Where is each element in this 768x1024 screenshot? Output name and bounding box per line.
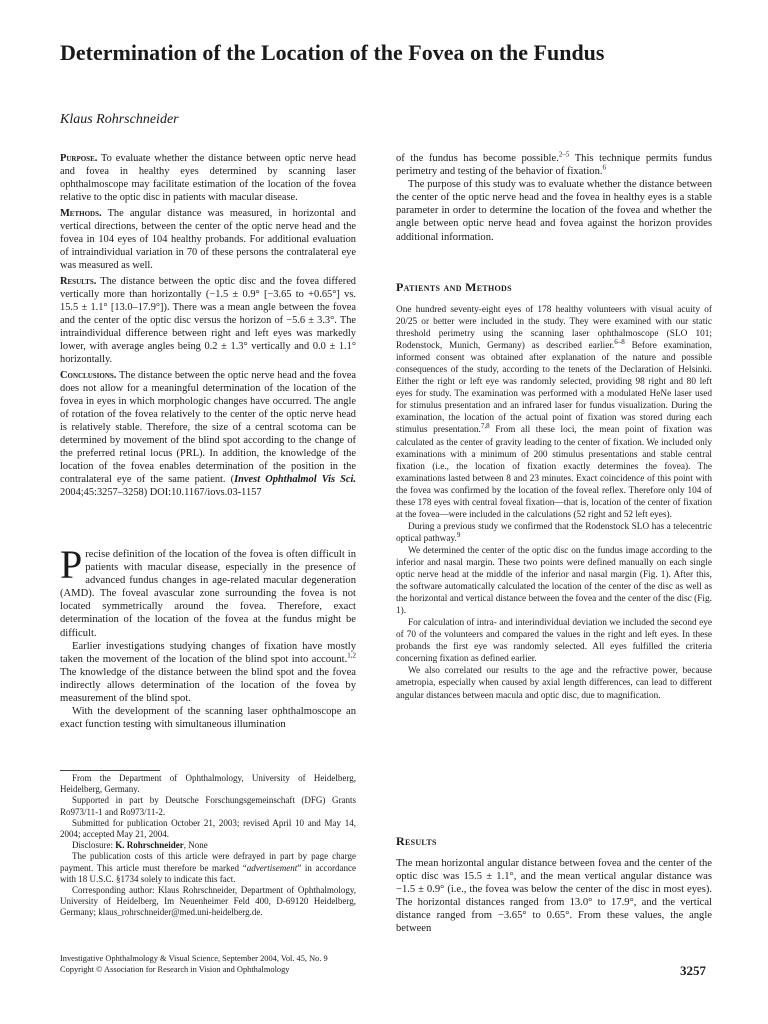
journal-line: Investigative Ophthalmology & Visual Science, September 2004, Vol. 45, No. 9	[60, 954, 328, 963]
footnote-author: K. Rohrschneider	[115, 840, 184, 851]
methods-paragraph: We also correlated our results to the age and the refractive power, because ametropia, especially when caused by axial length differences, can lead to different angular distances between macula and optic disc, due to magnification.	[396, 666, 712, 701]
author-name: Klaus Rohrschneider	[60, 112, 179, 127]
results-section	[396, 857, 712, 936]
abstract-text: The distance between the optic nerve head and the fovea does not allow for a meaningful determination of the location of the fovea in eyes in which morphologic changes have occurred. The angle of rotation of the fovea relatively to the center of the optic nerve head is relatively stable. Therefore, the size of a central scotoma can be determined by movement of the blind spot according to the change of the preferred retinal locus (PRL). In addition, the knowledge of the location of the fovea enables determination of the position in the contralateral eye of the same patient.	[60, 370, 356, 485]
article-title: Determination of the Location of the Fovea on the Fundus	[60, 40, 605, 65]
abstract-methods	[60, 207, 356, 272]
intro-paragraph	[60, 542, 356, 640]
section-heading-methods: Patients and Methods	[396, 280, 512, 294]
copyright-line: Copyright © Association for Research in Vision and Ophthalmology	[60, 965, 290, 974]
drop-cap: P	[60, 542, 83, 587]
intro-text: The knowledge of the distance between the blind spot and the fovea indirectly allows determination of the location of the fovea by measurement of the blind spot.	[60, 666, 356, 705]
purpose-paragraph: The purpose of this study was to evaluate whether the distance between the center of the optic nerve head and the fovea in healthy eyes is a stable parameter in order to determine the location of the fovea and whether the angle between optic nerve head and fovea against the horizon provides additional information.	[396, 179, 712, 243]
methods-paragraph: For calculation of intra- and interindividual deviation we included the second eye of 70 of the volunteers and compared the values in the right and left eyes. In these probands the first eye was randomly selected. All eyes fulfilled the criteria concerning fixation as defined earlier.	[396, 618, 712, 665]
page-number: 3257	[680, 963, 706, 978]
body-text: Before examination, informed consent was obtained after explanation of the nature and possible consequences of the study, according to the tenets of the Declaration of Helsinki. Either the right or left eye was randomly selected, providing 98 right and 80 left eyes for study. The examination was performed with a modulated HeNe laser used for stimulus presentation and an infrared laser for fundus visualization. During the examination, the location of the actual point of fixation was stored during each stimulus presentation.	[396, 341, 712, 436]
footnote-support: Supported in part by Deutsche Forschungsgemeinschaft (DFG) Grants Ro973/11-1 and Ro973/11-2.	[60, 795, 356, 817]
footnote-text: ” in accordance with 18 U.S.C. §1734 solely to indicate this fact.	[60, 862, 357, 884]
footnote-correspondence: Corresponding author: Klaus Rohrschneider, Department of Ophthalmology, University of Heidelberg, Im Neuenheimer Feld 400, D-69120 Heidelberg, Germany; klaus_rohrschneider@med.uni-heidelberg.de.	[60, 885, 356, 918]
reference-marker: 9	[456, 530, 461, 539]
footnote-emphasis: advertisement	[246, 862, 298, 873]
abstract-results	[60, 275, 356, 366]
abstract-label: Results.	[60, 276, 97, 287]
citation-journal: Invest Ophthalmol Vis Sci.	[234, 474, 356, 485]
methods-paragraph	[396, 304, 712, 521]
methods-paragraph: We determined the center of the optic disc on the fundus image according to the inferior and nasal margin. These two points were defined manually on each single optic nerve head at the middle of the inferior and nasal margin (Fig. 1). After this, the software automatically calculated the location of the center of the disc as well as the horizontal and vertical distance between the fovea and the center of the disc (Fig. 1).	[396, 545, 712, 617]
abstract-text: To evaluate whether the distance between optic nerve head and fovea in healthy eyes determined by scanning laser ophthalmoscope may facilitate estimation of the location of the fovea relative to the optic disc in patients with macular disease.	[60, 153, 356, 203]
body-text: From all these loci, the mean point of fixation was calculated as the center of gravity leading to the center of fixation. We included only examinations with a minimum of 200 stimulus presentations and stable central fixation (i.e., the location of fixation exactly determines the fovea). The examinations lasted between 8 and 23 minutes. Exact coincidence of this point with the fovea was confirmed by the location of the foveal reflex. Therefore only 104 of these 178 eyes with central foveal fixation—that is, location of the center of fixation at the fovea—were included in the calculations (52 right and 52 left eyes).	[396, 425, 712, 520]
section-heading-results: Results	[396, 834, 437, 848]
abstract-conclusions	[60, 369, 356, 499]
reference-marker: 7,8	[480, 422, 490, 431]
body-text: This technique permits fundus perimetry and testing of the behavior of fixation.	[396, 153, 712, 178]
methods-paragraph	[396, 521, 712, 545]
footnote-dates: Submitted for publication October 21, 2003; revised April 10 and May 14, 2004; accepted May 21, 2004.	[60, 817, 356, 840]
results-paragraph: The mean horizontal angular distance between fovea and the center of the optic disc was 15.5 ± 1.1°, and the mean vertical angular distance was −1.5 ± 0.9° (i.e., the fovea was below the center of the disc in most eyes). The horizontal distances ranged from 13.0° to 17.9°, and the vertical distance ranged from −3.65° to 0.65°. From these values, the angle between	[396, 858, 712, 935]
citation-details: 2004;45:3257–3258) DOI:10.1167/iovs.03-1157	[60, 487, 262, 498]
intro-text: With the development of the scanning laser ophthalmoscope an exact function testing with simultaneous illumination	[60, 706, 356, 731]
reference-marker: 2–5	[558, 150, 570, 159]
methods-section	[396, 304, 712, 702]
intro-text: recise definition of the location of the fovea is often difficult in patients with macular disease, especially in the presence of advanced fundus changes in age-related macular degeneration (AMD). The foveal avascular zone surrounding the fovea is not located symmetrically around the fovea. Therefore, exact determination of the location of the fovea at the fundus might be difficult.	[60, 549, 356, 639]
reference-marker: 6	[602, 163, 607, 172]
footnote-text: Disclosure:	[72, 840, 116, 851]
body-text: of the fundus has become possible.	[396, 153, 559, 164]
abstract	[60, 152, 356, 502]
intro-paragraph	[60, 705, 356, 731]
footnote-text: The publication costs of this article were defrayed in part by page charge payment. This article must therefore be marked “	[60, 851, 356, 873]
body-text: One hundred seventy-eight eyes of 178 healthy volunteers with visual acuity of 20/25 or better were included in the study. They were examined with our static threshold perimetry using the scanning laser ophthalmoscope (SLO 101; Rodenstock, Munich, Germany) as described earlier.	[396, 305, 712, 352]
abstract-label: Purpose.	[60, 153, 98, 164]
footnotes	[60, 773, 356, 919]
intro-continued	[396, 152, 712, 178]
abstract-label: Conclusions.	[60, 370, 117, 381]
abstract-text: The angular distance was measured, in horizontal and vertical directions, between the center of the optic nerve head and the fovea in 104 eyes of 104 healthy probands. For additional evaluation of intraindividual variation in 70 of these persons the contralateral eye was measured as well.	[60, 208, 356, 271]
reference-marker: 1,2	[347, 651, 356, 660]
abstract-text: The distance between the optic disc and the fovea differed vertically more than horizontally (−1.5 ± 0.9° [−3.65 to +0.65°] vs. 15.5 ± 1.1° [13.0–17.9°]). There was a mean angle between the fovea and the center of the optic disc versus the horizon of −5.6 ± 3.3°. The intraindividual difference between right and left eyes was markedly lower, with average angles being 0.2 ± 1.3° vertically and 0.0 ± 1.1° horizontally.	[60, 276, 356, 365]
footnote-disclosure	[60, 840, 356, 851]
footnote-text: , None	[183, 840, 208, 851]
abstract-purpose	[60, 152, 356, 204]
abstract-label: Methods.	[60, 208, 102, 219]
body-text: During a previous study we confirmed that the Rodenstock SLO has a telecentric optical pathway.	[396, 521, 712, 544]
right-intro	[396, 152, 712, 244]
journal-info	[60, 953, 328, 975]
footnote-rule	[60, 770, 160, 771]
citation-pre: (	[225, 474, 235, 485]
intro-paragraph	[60, 640, 356, 705]
reference-marker: 6–8	[614, 338, 625, 347]
footnote-costs	[60, 851, 356, 885]
introduction	[60, 542, 356, 731]
intro-text: Earlier investigations studying changes of fixation have mostly taken the movement of the location of the blind spot into account.	[60, 640, 356, 665]
footnote-affiliation: From the Department of Ophthalmology, University of Heidelberg, Heidelberg, Germany.	[60, 773, 356, 795]
